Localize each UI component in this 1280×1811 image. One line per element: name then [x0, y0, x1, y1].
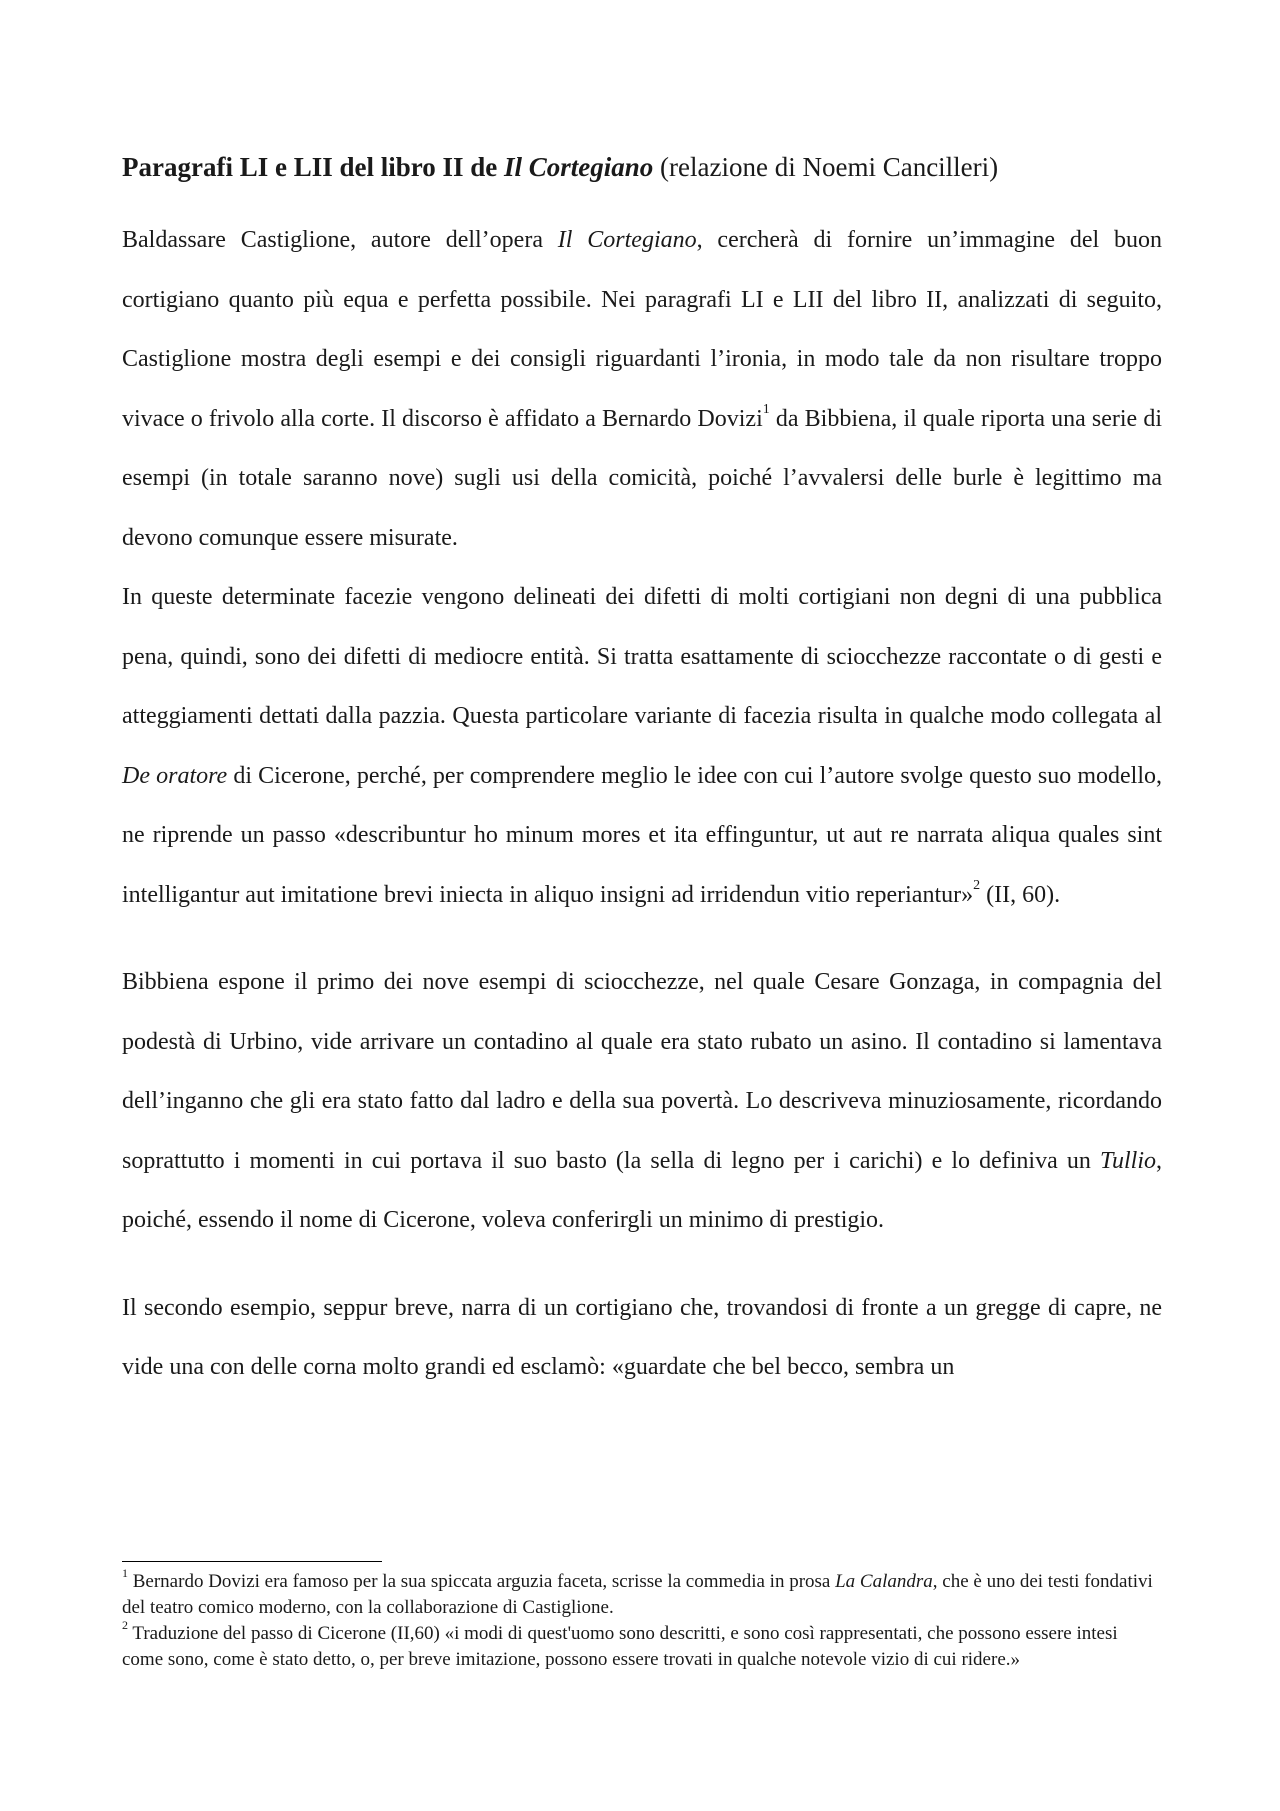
p3-text-b: , poiché, essendo il nome di Cicerone, voleva conferirgli un minimo di prestigio. [122, 1147, 1162, 1234]
p2-text-a: In queste determinate facezie vengono delineati dei difetti di molti cortigiani non degni di una pubblica pena, quindi, sono dei difetti di mediocre entità. Si tratta esattamente di sciocchezze raccontate o di gesti e atteggiamenti dettati dalla pazzia. Questa particolare variante di facezia risulta in qualche modo collegata al [122, 584, 1162, 730]
paragraph-1 [122, 211, 1162, 568]
p3-text-a: Bibbiena espone il primo dei nove esempi di sciocchezze, nel quale Cesare Gonzaga, in compagnia del podestà di Urbino, vide arrivare un contadino al quale era stato rubato un asino. Il contadino si lamentava dell’inganno che gli era stato fatto dal ladro e della sua povertà. Lo descriveva minuziosamente, ricordando soprattutto i momenti in cui portava il suo basto (la sella di legno per i carichi) e lo definiva un [122, 969, 1162, 1174]
footnote-ref-1[interactable]: 1 [762, 401, 770, 417]
p2-italic-title: De oratore [122, 762, 228, 789]
paragraph-3 [122, 953, 1162, 1251]
p1-text-c: da Bibbiena, il quale riporta una serie di esempi (in totale saranno nove) sugli usi della comicità, poiché l’avvalersi delle burle è legittimo ma devono comunque essere misurate. [122, 405, 1162, 551]
title-subtitle: (relazione di Noemi Cancilleri) [653, 152, 999, 182]
footnote-1-number: 1 [122, 1565, 128, 1580]
footnote-2-number: 2 [122, 1617, 128, 1632]
fn1-text-a: Bernardo Dovizi era famoso per la sua spiccata arguzia faceta, scrisse la commedia in prosa [128, 1571, 836, 1592]
p1-italic-title: Il Cortegiano [557, 227, 697, 254]
title-italic: Il Cortegiano [504, 152, 654, 182]
footnotes [122, 1565, 1162, 1673]
fn2-text-a: Traduzione del passo di Cicerone (II,60) «i modi di quest'uomo sono descritti, e sono così rappresentati, che possono essere intesi come sono, come è stato detto, o, per breve imitazione, possono essere trovati in qualche notevole vizio di cui ridere.» [122, 1623, 1118, 1670]
footnote-2 [122, 1617, 1162, 1673]
p2-text-c: (II, 60). [980, 881, 1061, 908]
p4-text-a: Il secondo esempio, seppur breve, narra di un cortigiano che, trovandosi di fronte a un gregge di capre, ne vide una con delle corna molto grandi ed esclamò: «guardate che bel becco, sembra un [122, 1294, 1162, 1381]
p2-text-b: di Cicerone, perché, per comprendere meglio le idee con cui l’autore svolge questo suo modello, ne riprende un passo «describuntur ho minum mores et ita effinguntur, ut aut re narrata aliqua quales sint intelligantur aut imitatione brevi iniecta in aliquo insigni ad irridendun vitio reperiantur» [122, 762, 1163, 908]
p1-text-a: Baldassare Castiglione, autore dell’opera [122, 227, 558, 254]
footnote-ref-2[interactable]: 2 [973, 877, 981, 893]
fn1-text-b: , che è uno dei testi fondativi del teatro comico moderno, con la collaborazione di Castiglione. [122, 1571, 1153, 1618]
fn1-italic-title: La Calandra [835, 1571, 933, 1592]
footnote-separator [122, 1561, 382, 1562]
footnote-1 [122, 1565, 1162, 1621]
document-page [122, 150, 1162, 1398]
page-title [122, 150, 1162, 185]
paragraph-4 [122, 1279, 1162, 1398]
paragraph-2 [122, 568, 1162, 925]
title-bold: Paragrafi LI e LII del libro II de [122, 152, 505, 182]
p3-italic-name: Tullio [1099, 1147, 1156, 1174]
p1-text-b: , cercherà di fornire un’immagine del buon cortigiano quanto più equa e perfetta possibile. Nei paragrafi LI e LII del libro II, analizzati di seguito, Castiglione mostra degli esempi e dei consigli riguardanti l’ironia, in modo tale da non risultare troppo vivace o frivolo alla corte. Il discorso è affidato a Bernardo Dovizi [122, 227, 1163, 432]
